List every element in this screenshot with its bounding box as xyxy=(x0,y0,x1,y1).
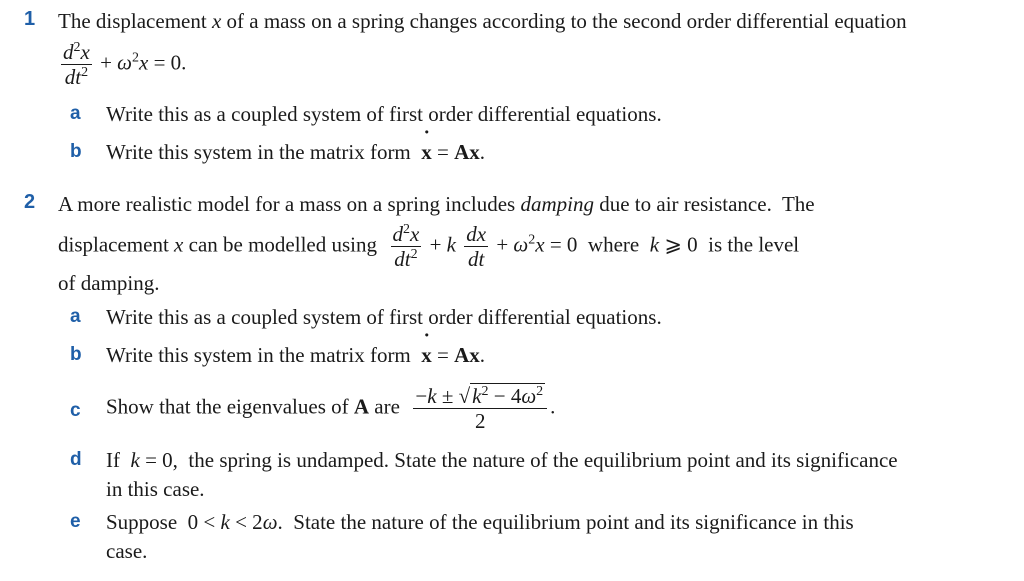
part-text-cont: in this case. xyxy=(106,477,205,501)
part-text-cont: case. xyxy=(106,539,148,563)
equation: $\frac{d^2x}{dt^2}$ + $\omega^2x = 0$. xyxy=(63,40,187,89)
part-text: Write this as a coupled system of first order differential equations. xyxy=(106,305,662,329)
question-text: A more realistic model for a mass on a spring includes damping due to air resistance. The xyxy=(58,192,815,216)
part-label: b xyxy=(70,344,82,365)
question-text-3: of damping. xyxy=(58,271,160,295)
question-number: 1 xyxy=(24,8,36,30)
part-text: Write this system in the matrix form ˙ x = Ax. xyxy=(106,342,485,368)
part-text: Suppose 0 < k < 2ω. State the nature of the equilibrium point and its significance in this xyxy=(106,510,854,534)
part-label: b xyxy=(70,141,82,162)
part-label: a xyxy=(70,103,81,124)
part-label: a xyxy=(70,306,81,327)
part-text: If k = 0, the spring is undamped. State the nature of the equilibrium point and its significance xyxy=(106,448,898,472)
question-text: The displacement x of a mass on a spring changes according to the second order differential equation xyxy=(58,9,907,33)
question-text-2: displacement x can be modelled using $\frac{d^2x}{dt^2}$ + k $\frac{dx}{dt}$ + $\omega^2x = 0$ where k ⩾ 0 is the level xyxy=(58,222,800,271)
part-text: Show that the eigenvalues of A are $\frac{-k \pm √k^2 - 4\omega^2}{2}$ . xyxy=(106,384,556,433)
part-text: Write this as a coupled system of first order differential equations. xyxy=(106,102,662,126)
part-label: e xyxy=(70,511,81,532)
part-label: d xyxy=(70,449,82,470)
part-text: Write this system in the matrix form ˙ x = Ax. xyxy=(106,139,485,165)
part-label: c xyxy=(70,400,81,421)
question-number: 2 xyxy=(24,191,36,213)
